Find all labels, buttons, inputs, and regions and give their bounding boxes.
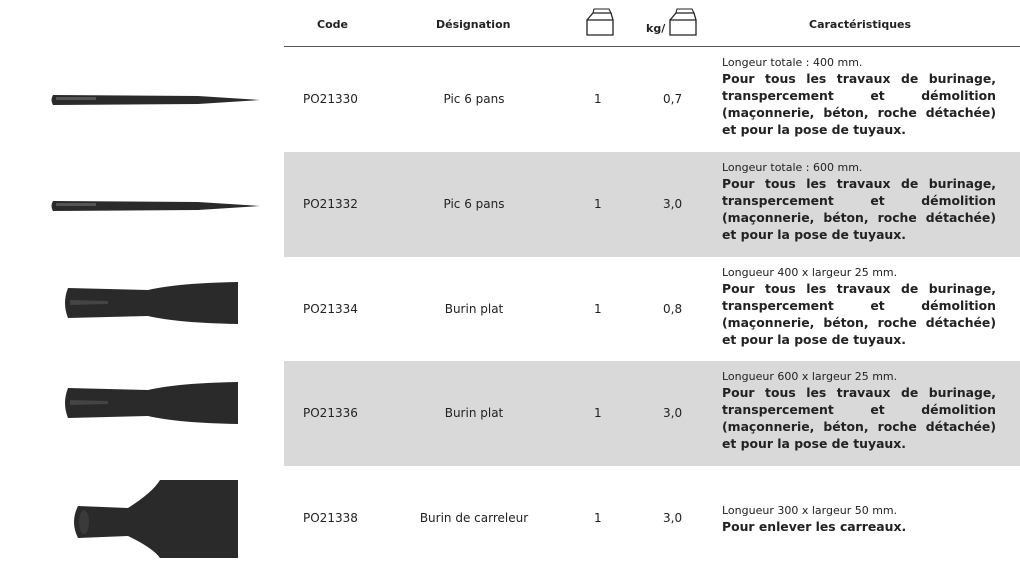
product-characteristics <box>722 266 996 348</box>
product-characteristics <box>722 161 996 243</box>
characteristics-dimension: Longeur totale : 400 mm. <box>722 56 863 69</box>
product-characteristics <box>722 370 996 452</box>
flat-chisel-icon <box>48 380 268 434</box>
header-caracteristiques: Caractéristiques <box>809 18 912 31</box>
product-code: PO21336 <box>303 406 358 420</box>
product-designation: Pic 6 pans <box>443 197 505 211</box>
characteristics-dimension: Longueur 300 x largeur 50 mm. <box>722 504 898 517</box>
table-row <box>284 47 1020 152</box>
header-kg: kg/ <box>646 22 666 35</box>
product-weight: 3,0 <box>663 406 683 420</box>
box-icon <box>668 8 698 36</box>
product-quantity: 1 <box>594 406 602 420</box>
product-characteristics <box>722 56 996 138</box>
flat-chisel-icon <box>48 280 268 334</box>
tile-chisel-icon <box>48 478 268 568</box>
table-row <box>284 466 1020 571</box>
table-row <box>284 152 1020 257</box>
product-characteristics <box>722 504 996 535</box>
header-code: Code <box>317 18 348 31</box>
product-weight: 0,8 <box>663 302 683 316</box>
header-designation: Désignation <box>436 18 511 31</box>
product-code: PO21338 <box>303 511 358 525</box>
product-code: PO21330 <box>303 92 358 106</box>
characteristics-dimension: Longeur totale : 600 mm. <box>722 161 863 174</box>
pointed-chisel-icon <box>48 188 268 224</box>
product-weight: 3,0 <box>663 511 683 525</box>
characteristics-dimension: Longueur 400 x largeur 25 mm. <box>722 266 898 279</box>
product-quantity: 1 <box>594 197 602 211</box>
product-weight: 0,7 <box>663 92 683 106</box>
table-header <box>284 0 1020 47</box>
characteristics-description: Pour tous les travaux de burinage, transpercement et démolition (maçonnerie, béton, roche détachée) et pour la pose de tuyaux. <box>722 281 996 347</box>
table-row <box>284 257 1020 362</box>
product-code: PO21334 <box>303 302 358 316</box>
product-designation: Burin de carreleur <box>419 511 529 525</box>
pointed-chisel-icon <box>48 82 268 118</box>
product-weight: 3,0 <box>663 197 683 211</box>
characteristics-description: Pour enlever les carreaux. <box>722 519 907 534</box>
characteristics-description: Pour tous les travaux de burinage, transpercement et démolition (maçonnerie, béton, roche détachée) et pour la pose de tuyaux. <box>722 71 996 137</box>
characteristics-description: Pour tous les travaux de burinage, transpercement et démolition (maçonnerie, béton, roche détachée) et pour la pose de tuyaux. <box>722 385 996 451</box>
product-designation: Burin plat <box>444 406 504 420</box>
product-quantity: 1 <box>594 511 602 525</box>
product-designation: Pic 6 pans <box>443 92 505 106</box>
product-quantity: 1 <box>594 302 602 316</box>
product-designation: Burin plat <box>444 302 504 316</box>
product-quantity: 1 <box>594 92 602 106</box>
characteristics-description: Pour tous les travaux de burinage, transpercement et démolition (maçonnerie, béton, roche détachée) et pour la pose de tuyaux. <box>722 176 996 242</box>
box-icon <box>585 8 615 36</box>
product-code: PO21332 <box>303 197 358 211</box>
characteristics-dimension: Longueur 600 x largeur 25 mm. <box>722 370 898 383</box>
table-row <box>284 361 1020 466</box>
